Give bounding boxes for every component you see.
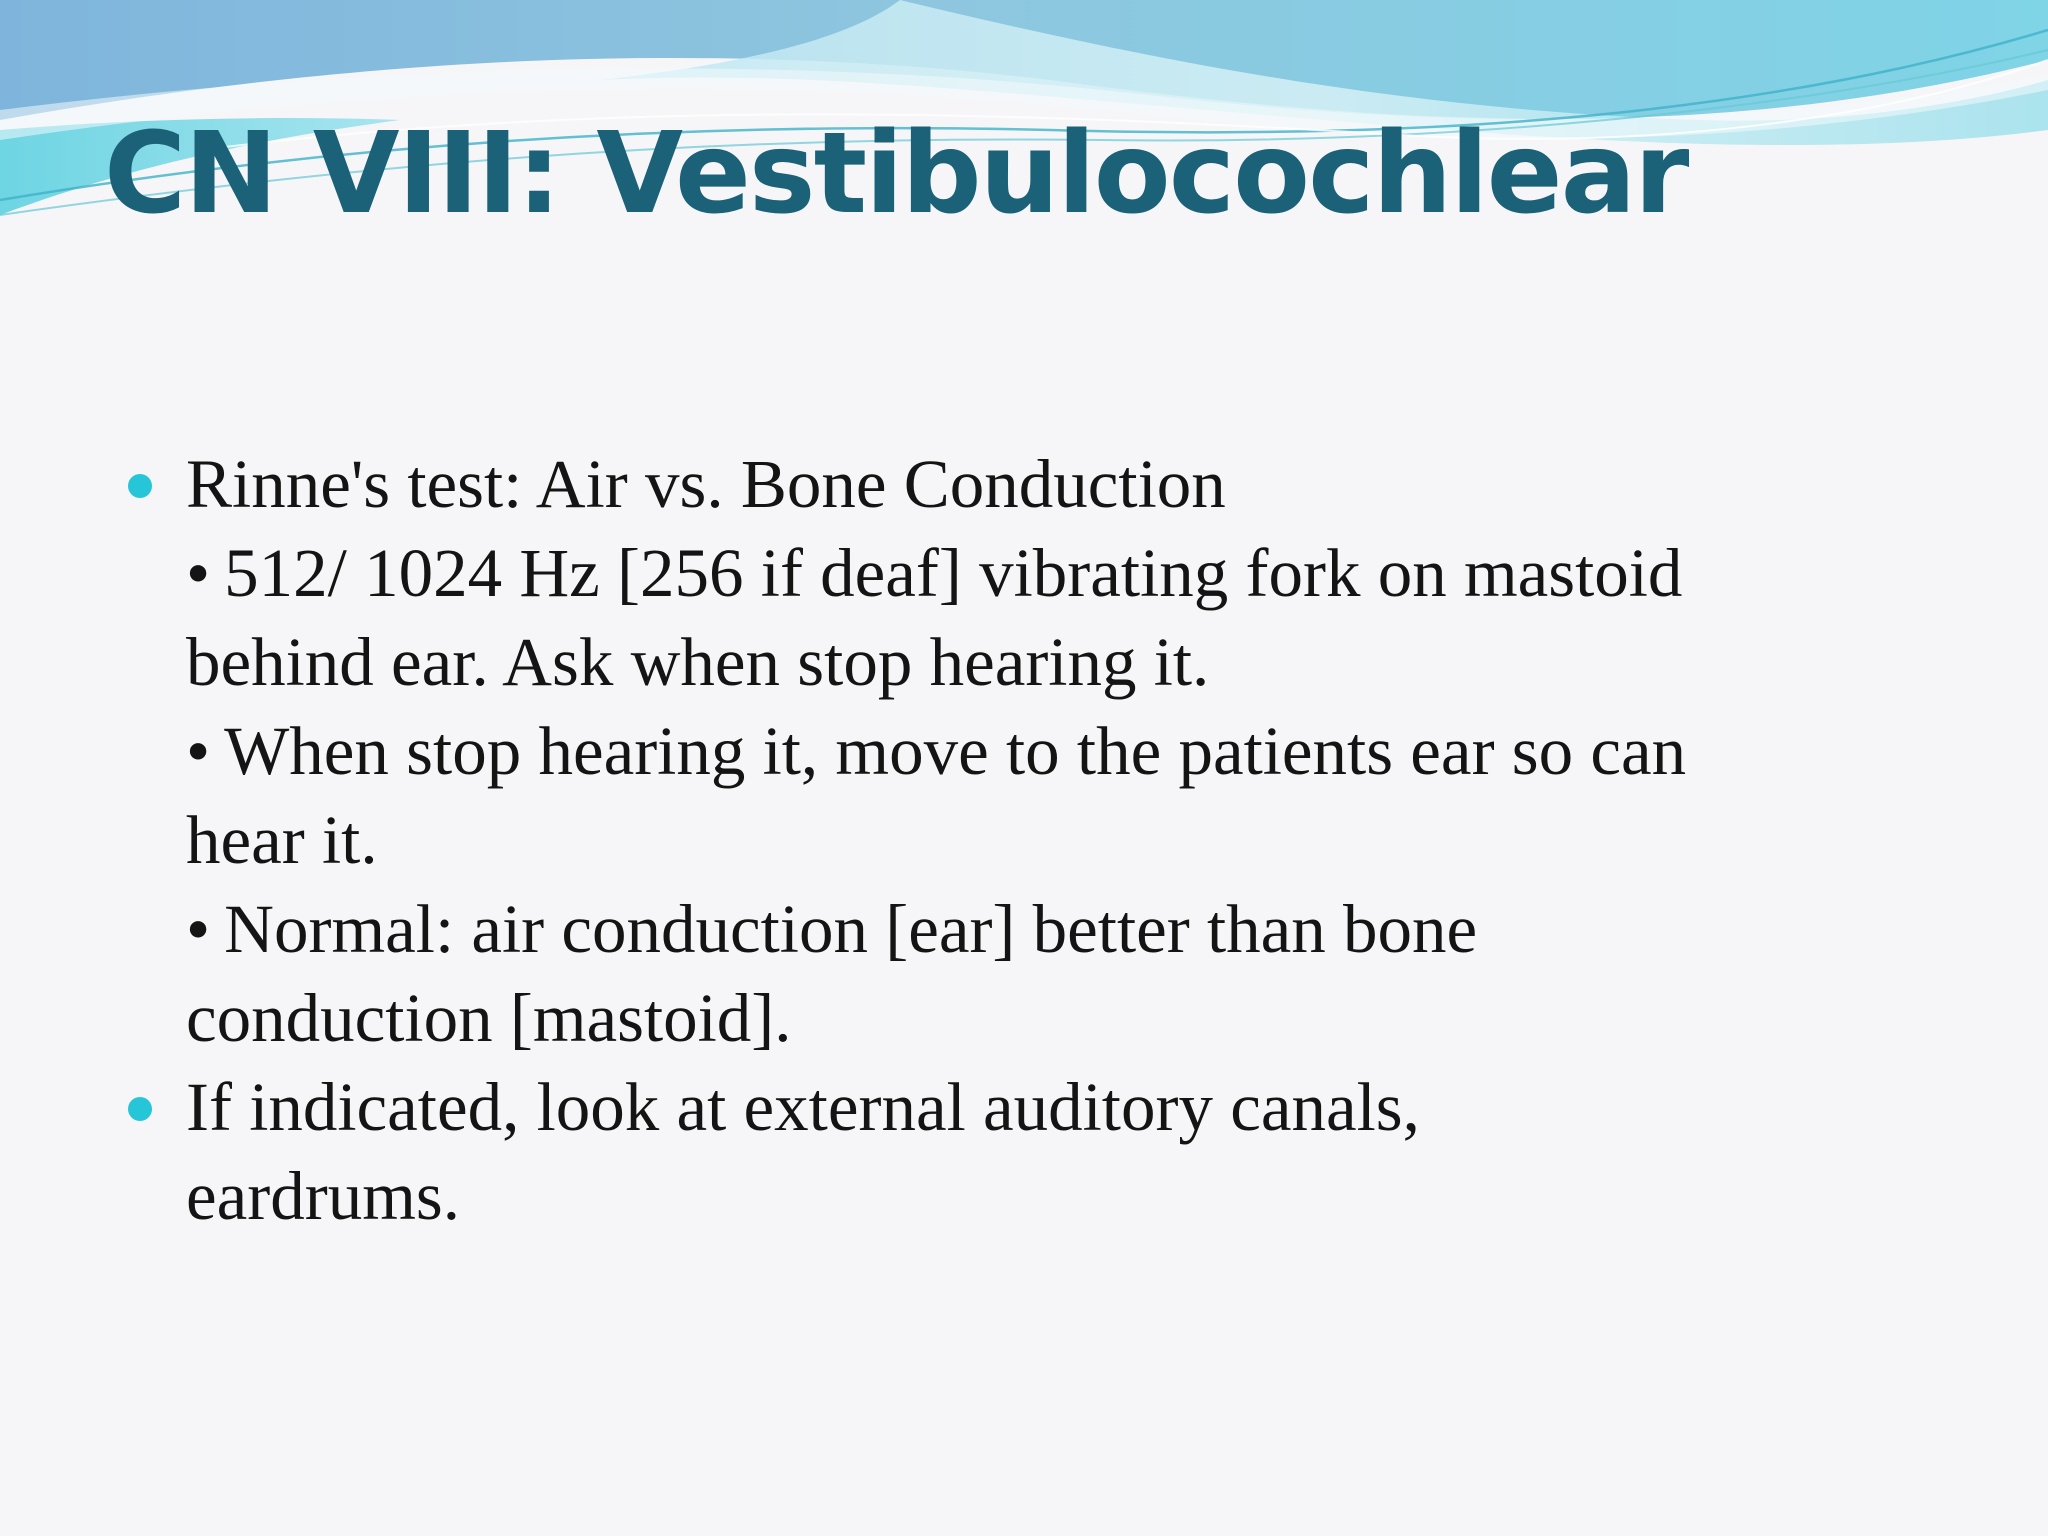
sub-bullet-mark: • xyxy=(186,713,211,789)
slide-title: CN VIII: Vestibulocochlear xyxy=(104,109,1688,239)
bullet-text: Rinne's test: Air vs. Bone Conduction xyxy=(186,446,1226,522)
sub-bullet-mark: • xyxy=(186,535,211,611)
sub-bullet-line: 512/ 1024 Hz [256 if deaf] vibrating fork on mastoid xyxy=(224,535,1683,611)
sub-bullet-line: Normal: air conduction [ear] better than bone xyxy=(224,891,1478,967)
slide-body xyxy=(124,440,2004,1241)
bullet-dot-icon xyxy=(128,474,152,498)
bullet-dot-icon xyxy=(128,1097,152,1121)
sub-bullet-mark: • xyxy=(186,891,211,967)
sub-bullet-continuation: hear it. xyxy=(186,802,378,878)
bullet-item-rinne-test xyxy=(124,440,2004,1063)
bullet-continuation: eardrums. xyxy=(186,1158,460,1234)
sub-bullet-text xyxy=(186,885,2004,974)
sub-bullet-text xyxy=(186,529,2004,618)
sub-bullet-continuation: conduction [mastoid]. xyxy=(186,980,792,1056)
bullet-item-external-canals xyxy=(124,1063,2004,1241)
sub-bullet-continuation: behind ear. Ask when stop hearing it. xyxy=(186,624,1210,700)
bullet-text: If indicated, look at external auditory canals, xyxy=(186,1069,1420,1145)
sub-bullet-line: When stop hearing it, move to the patients ear so can xyxy=(224,713,1687,789)
sub-bullet-text xyxy=(186,707,2004,796)
